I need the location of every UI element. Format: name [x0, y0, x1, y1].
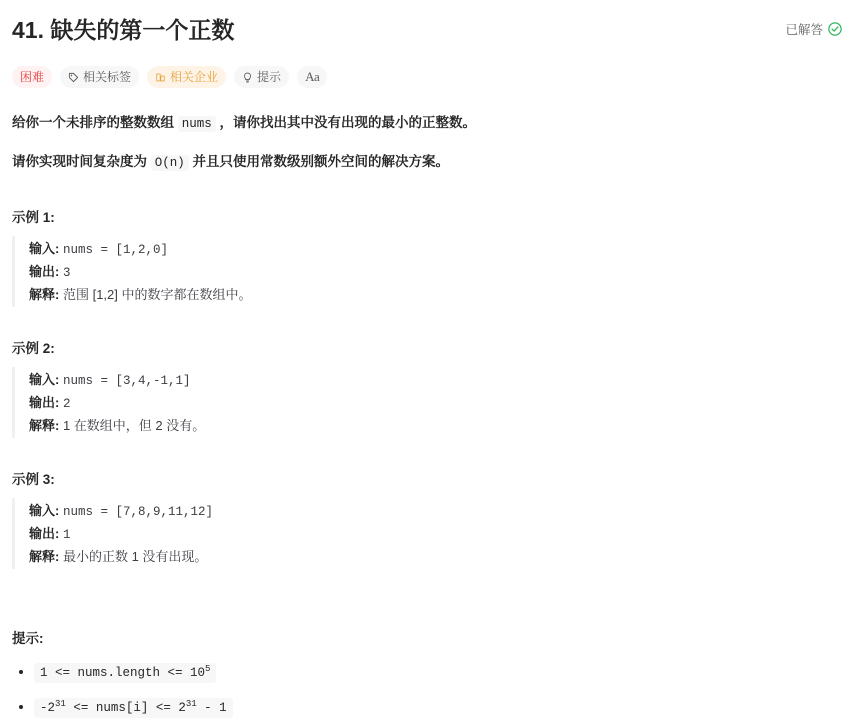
- example-3-explain: [29, 546, 842, 567]
- example-3-input: [29, 500, 842, 523]
- hint-2-base-b: - 1: [196, 701, 227, 716]
- related-companies-label: 相关企业: [170, 70, 219, 84]
- nums-code: nums: [178, 116, 216, 132]
- hint-2-mid: <= nums[i] <= 2: [65, 701, 186, 716]
- hint-1-sup-a: 5: [205, 664, 211, 674]
- desc-line1-part-a: 给你一个未排序的整数数组: [12, 115, 178, 130]
- list-item: [34, 694, 842, 718]
- hint-2-code: [34, 698, 233, 718]
- tags-row: [12, 66, 842, 88]
- related-tags-label: 相关标签: [83, 70, 132, 84]
- example-2-explain-key: 解释:: [29, 418, 60, 433]
- example-2-output-key: 输出:: [29, 395, 60, 410]
- hint-1-base-a: 1 <= nums.length <= 10: [40, 666, 206, 681]
- example-1-explain-key: 解释:: [29, 287, 60, 302]
- related-companies-button[interactable]: [147, 66, 226, 88]
- example-3-output-key: 输出:: [29, 526, 60, 541]
- example-2-explain: [29, 415, 842, 436]
- example-1-input: [29, 238, 842, 261]
- hint-2-base-a: -2: [40, 701, 56, 716]
- hint-button[interactable]: [234, 66, 289, 88]
- example-1-input-value: nums = [1,2,0]: [62, 243, 168, 257]
- example-2-explain-value: 1 在数组中，但 2 没有。: [62, 418, 206, 433]
- example-1-explain-value: 范围 [1,2] 中的数字都在数组中。: [62, 287, 252, 302]
- example-1-explain: [29, 284, 842, 305]
- title-row: [12, 14, 842, 46]
- hint-2-sup-b: 31: [185, 699, 197, 710]
- example-1-output-key: 输出:: [29, 264, 60, 279]
- desc-line2-part-b: 并且只使用常数级别额外空间的解决方案。: [188, 154, 450, 169]
- example-3-output-value: 1: [62, 528, 71, 542]
- example-2-label: 示例 2:: [12, 341, 55, 356]
- example-2-output: [29, 392, 842, 415]
- example-3-explain-value: 最小的正数 1 没有出现。: [62, 549, 208, 564]
- example-1-label: 示例 1:: [12, 210, 55, 225]
- example-1-block: [12, 236, 842, 307]
- list-item: [34, 659, 842, 683]
- example-3-input-value: nums = [7,8,9,11,12]: [62, 505, 213, 519]
- desc-line1-part-b: ，请你找出其中没有出现的最小的正整数。: [215, 115, 477, 130]
- hint-2-sup-a: 31: [55, 699, 66, 710]
- font-size-button[interactable]: [297, 66, 327, 88]
- example-1-output: [29, 261, 842, 284]
- complexity-code: O(n): [151, 155, 189, 171]
- building-icon: [155, 72, 166, 83]
- example-3-label: 示例 3:: [12, 472, 55, 487]
- example-3-output: [29, 523, 842, 546]
- example-2-block: [12, 367, 842, 438]
- bulb-icon: [242, 72, 253, 83]
- example-1-output-value: 3: [62, 266, 71, 280]
- example-3-block: [12, 498, 842, 569]
- hint-label: 提示: [257, 70, 282, 84]
- solved-label: 已解答: [785, 23, 823, 37]
- hints-label: 提示:: [12, 631, 44, 646]
- related-tags-button[interactable]: [60, 66, 139, 88]
- check-circle-icon: [828, 22, 842, 36]
- hint-1-code: [34, 663, 216, 683]
- desc-line2-part-a: 请你实现时间复杂度为: [12, 154, 151, 169]
- example-2-output-value: 2: [62, 397, 71, 411]
- solved-status: [785, 20, 842, 38]
- example-1-input-key: 输入:: [29, 241, 60, 256]
- font-size-icon: Aa: [305, 69, 320, 84]
- tag-icon: [68, 72, 79, 83]
- description-paragraph-2: [12, 149, 842, 176]
- example-3-explain-key: 解释:: [29, 549, 60, 564]
- page-title: 41. 缺失的第一个正数: [12, 17, 235, 43]
- example-2-input-key: 输入:: [29, 372, 60, 387]
- example-2-input-value: nums = [3,4,-1,1]: [62, 374, 191, 388]
- description-paragraph-1: [12, 110, 842, 137]
- difficulty-badge: 困难: [12, 66, 52, 88]
- hints-list: [12, 659, 842, 718]
- example-3-input-key: 输入:: [29, 503, 60, 518]
- example-2-input: [29, 369, 842, 392]
